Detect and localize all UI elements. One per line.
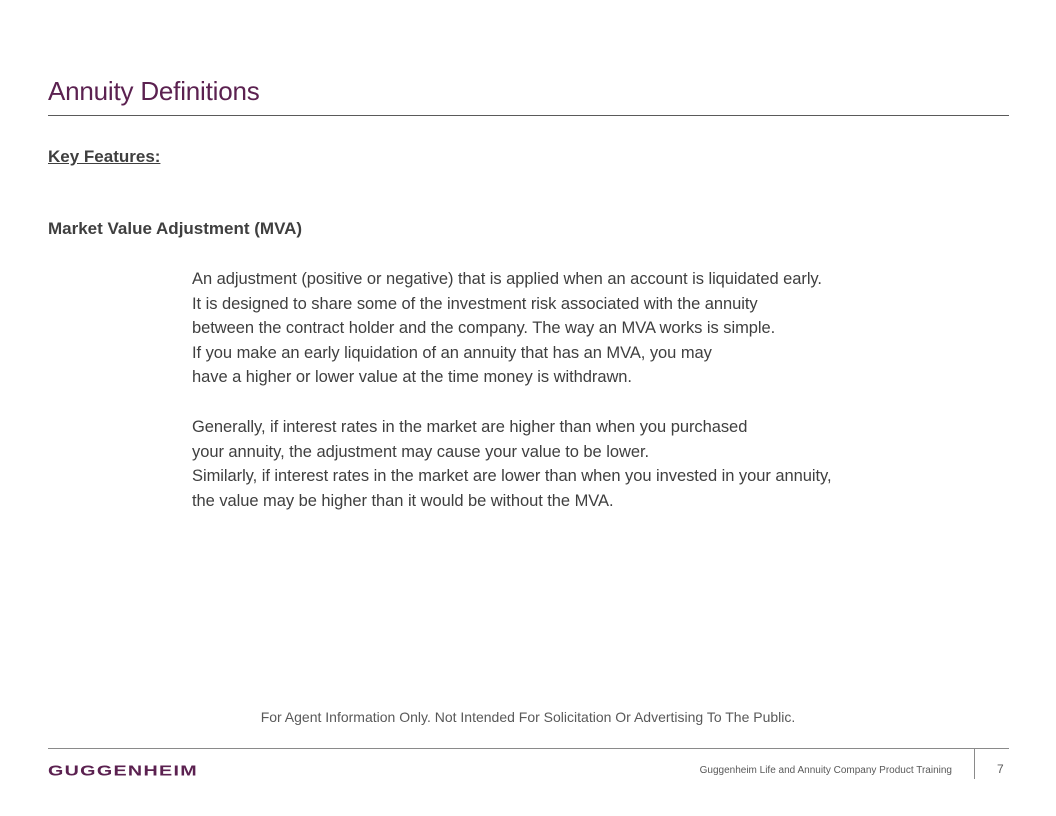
paragraph-line: your annuity, the adjustment may cause your value to be lower. <box>192 442 650 461</box>
mva-heading: Market Value Adjustment (MVA) <box>48 219 303 238</box>
title-divider <box>48 115 1009 116</box>
paragraph-line: Similarly, if interest rates in the market are lower than when you invested in your annuity, <box>192 467 832 486</box>
paragraph-line: between the contract holder and the company. The way an MVA works is simple. <box>192 319 776 338</box>
paragraph-line: Generally, if interest rates in the market are higher than when you purchased <box>192 418 748 436</box>
page-title: Annuity Definitions <box>48 76 260 106</box>
paragraph-line: the value may be higher than it would be without the MVA. <box>192 491 614 510</box>
paragraph-line: An adjustment (positive or negative) that is applied when an account is liquidated early. <box>192 270 822 288</box>
page-number: 7 <box>997 762 1004 776</box>
paragraph-line: If you make an early liquidation of an annuity that has an MVA, you may <box>192 343 712 362</box>
footer-vertical-divider <box>974 748 975 779</box>
footer-divider <box>48 748 1009 749</box>
key-features-heading: Key Features: <box>48 147 161 166</box>
paragraph-line: It is designed to share some of the investment risk associated with the annuity <box>192 294 758 313</box>
paragraph-line: have a higher or lower value at the time money is withdrawn. <box>192 368 632 387</box>
mva-example-paragraph <box>192 415 832 513</box>
disclaimer-text: For Agent Information Only. Not Intended For Solicitation Or Advertising To The Public. <box>260 709 796 725</box>
svg-text:GUGGENHEIM: GUGGENHEIM <box>48 762 198 778</box>
training-label: Guggenheim Life and Annuity Company Product Training <box>699 765 952 776</box>
mva-definition-paragraph <box>192 267 822 390</box>
guggenheim-logo <box>48 762 200 778</box>
